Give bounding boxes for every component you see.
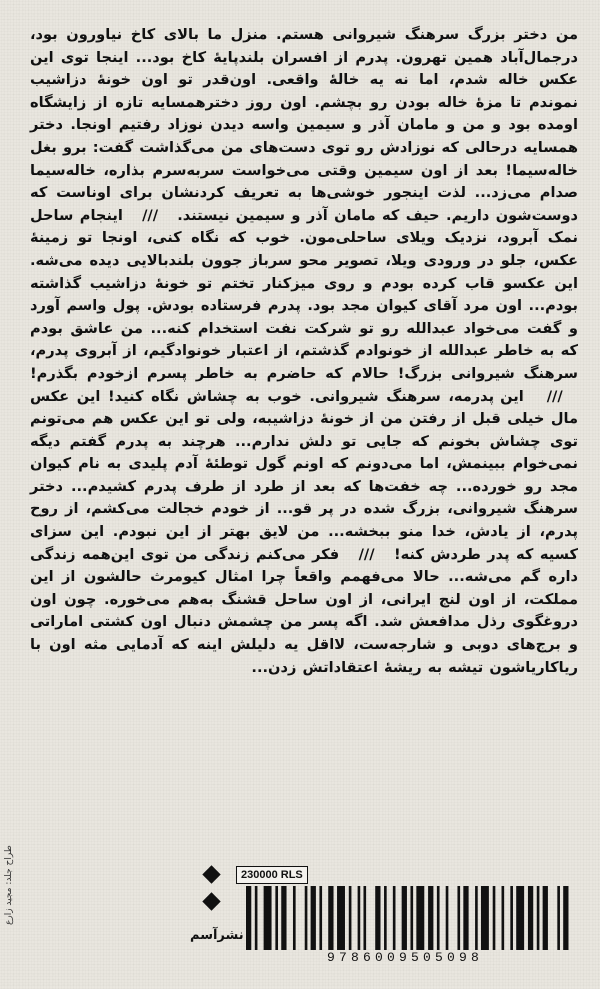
barcode-bar bbox=[384, 886, 387, 950]
barcode-bar bbox=[349, 886, 352, 950]
barcode-bar bbox=[255, 886, 258, 950]
barcode-bar bbox=[363, 886, 366, 950]
price-label: 230000 RLS bbox=[236, 866, 308, 884]
blurb-paragraph-4: فکر می‌کنم زندگی من توی این‌همه زندگی داره گم می‌شه... حالا می‌فهمم واقعاً چرا امثال کیومرث حالشون از این مملکت، از اون لنج ایرانی، از اون ساحل قشنگ به‌هم می‌خوره. چون اون دروغگوی رذل مدافعش شد. اگه پسر من چشمش دنبال اون کشتی اماراتی و برج‌های دوبی و شارجه‌ست، لااقل یه دلیلش اینه که آدمایی مثه اون با ریاکاریاشون تیشه به ریشهٔ اعتقاداتش زدن... bbox=[30, 545, 578, 676]
barcode-bar bbox=[510, 886, 513, 950]
blurb-upper bbox=[30, 24, 578, 679]
barcode-bar bbox=[457, 886, 460, 950]
barcode-bar bbox=[375, 886, 380, 950]
barcode-bar bbox=[463, 886, 468, 950]
barcode-bar bbox=[502, 886, 505, 950]
cover-designer-credit: طراح جلد: مجید زارع bbox=[4, 845, 14, 926]
section-separator: /// bbox=[142, 206, 159, 224]
barcode-bar bbox=[293, 886, 296, 950]
barcode-bar bbox=[557, 886, 560, 950]
barcode-bar bbox=[537, 886, 540, 950]
barcode-bar bbox=[475, 886, 478, 950]
section-separator: /// bbox=[546, 387, 563, 405]
barcode-bar bbox=[481, 886, 489, 950]
barcode-bar bbox=[246, 886, 251, 950]
barcode-bar bbox=[275, 886, 278, 950]
barcode-icon bbox=[246, 886, 572, 950]
barcode-bar bbox=[516, 886, 524, 950]
barcode-bar bbox=[393, 886, 396, 950]
blurb-paragraph-2: اینجام ساحل نمک آبرود، نزدیک ویلای ساحلی‌مون. خوب که نگاه کنی، اونجا تو زمینهٔ عکس، جلو در ورودی ویلا، تصویر محو سرباز جوون بلندبالایی دیده می‌شه. این عکسو قاب کرده بودم و روی میزکنار تختم تو خونهٔ دزاشیب گذاشته بودم... اون مرد آقای کیوان مجد بود. پدرم فرستاده بودش. پول واسم آورد و گفت می‌خواد عبدالله رو تو شرکت نفت استخدام کنه... من عاشق بودم که به خاطر عبدالله از خونوادم گذشتم، از اعتبار خونوادگیم، از آبروی پدرم، سرهنگ شیروانی بزرگ! حالام که حاضرم به خاطر پسرم ازخودم بگذرم! bbox=[30, 206, 578, 382]
blurb-paragraph-3: این پدرمه، سرهنگ شیروانی. خوب به چشاش نگاه کنید! این عکس مال خیلی قبل از رفتن من از خونهٔ دزاشیبه، ولی تو این عکس هم می‌تونم توی چشاش بخونم که جایی تو دلش ندارم... هرچند به پدرم گفتم دیگه نمی‌خوام ببینمش، اما می‌دونم که اونم گول توطئهٔ آدم پلیدی به نام کیوان مجد رو خورده... چه خفت‌ها که بعد از طرد از طرف پدرم کشیدم... دختر سرهنگ شیروانی، بزرگ شده در پر قو... از خودم خجالت می‌کشم، از روح پدرم، از یادش، خدا منو ببخشه... من لایق بهتر از این نبودم. این سزای کسیه که پدر طردش کنه! bbox=[30, 387, 578, 563]
barcode-area bbox=[232, 866, 578, 970]
barcode-bar bbox=[543, 886, 548, 950]
barcode-bar bbox=[446, 886, 449, 950]
barcode-bar bbox=[528, 886, 533, 950]
barcode-bar bbox=[328, 886, 333, 950]
diamond-ornament-icon bbox=[202, 865, 220, 883]
barcode-bar bbox=[337, 886, 345, 950]
diamond-ornament-icon bbox=[202, 892, 220, 910]
barcode-bar bbox=[358, 886, 361, 950]
barcode-bar bbox=[428, 886, 433, 950]
barcode-bar bbox=[563, 886, 568, 950]
section-separator: /// bbox=[358, 545, 375, 563]
barcode-bar bbox=[281, 886, 286, 950]
barcode-bar bbox=[416, 886, 424, 950]
barcode-bar bbox=[410, 886, 413, 950]
barcode-bar bbox=[402, 886, 407, 950]
barcode-bar bbox=[311, 886, 316, 950]
barcode-bar bbox=[264, 886, 272, 950]
publisher-name: نشرآسم bbox=[190, 928, 244, 943]
barcode-bar bbox=[305, 886, 308, 950]
barcode-bar bbox=[319, 886, 322, 950]
barcode-bar bbox=[493, 886, 496, 950]
blurb-paragraph-1: من دختر بزرگ سرهنگ شیروانی هستم. منزل ما بالای کاخ نیاورون بود، درجمال‌آباد همین تهرون. پدرم از افسران بلندپایهٔ کاخ بود... اینجا توی این عکس خاله شدم، اما نه یه خالهٔ واقعی. اون‌قدر تو اون خونهٔ دزاشیب نموندم تا مزهٔ خاله بودن رو بچشم. اون روز دخترهمسایه تازه از زایشگاه اومده بود و من و مامان آذر و سیمین واسه دیدن نوزاد رفتیم اونجا. دختر همسایه درحالی که نوزادش رو توی دست‌های من می‌گذاشت گفت: برو بغل خاله‌سیما! بعد از اون سیمین وقتی می‌خواست سربه‌سرم بذاره، خاله‌سیما صدام می‌زد... لذت اینجور خوشی‌ها به تعریف کردنشان برای اونا‌ست که دوست‌شون داریم. حیف که مامان آذر و سیمین نیستند. bbox=[30, 26, 579, 224]
barcode-bar bbox=[437, 886, 440, 950]
isbn-number: 9786009505098 bbox=[326, 950, 484, 965]
